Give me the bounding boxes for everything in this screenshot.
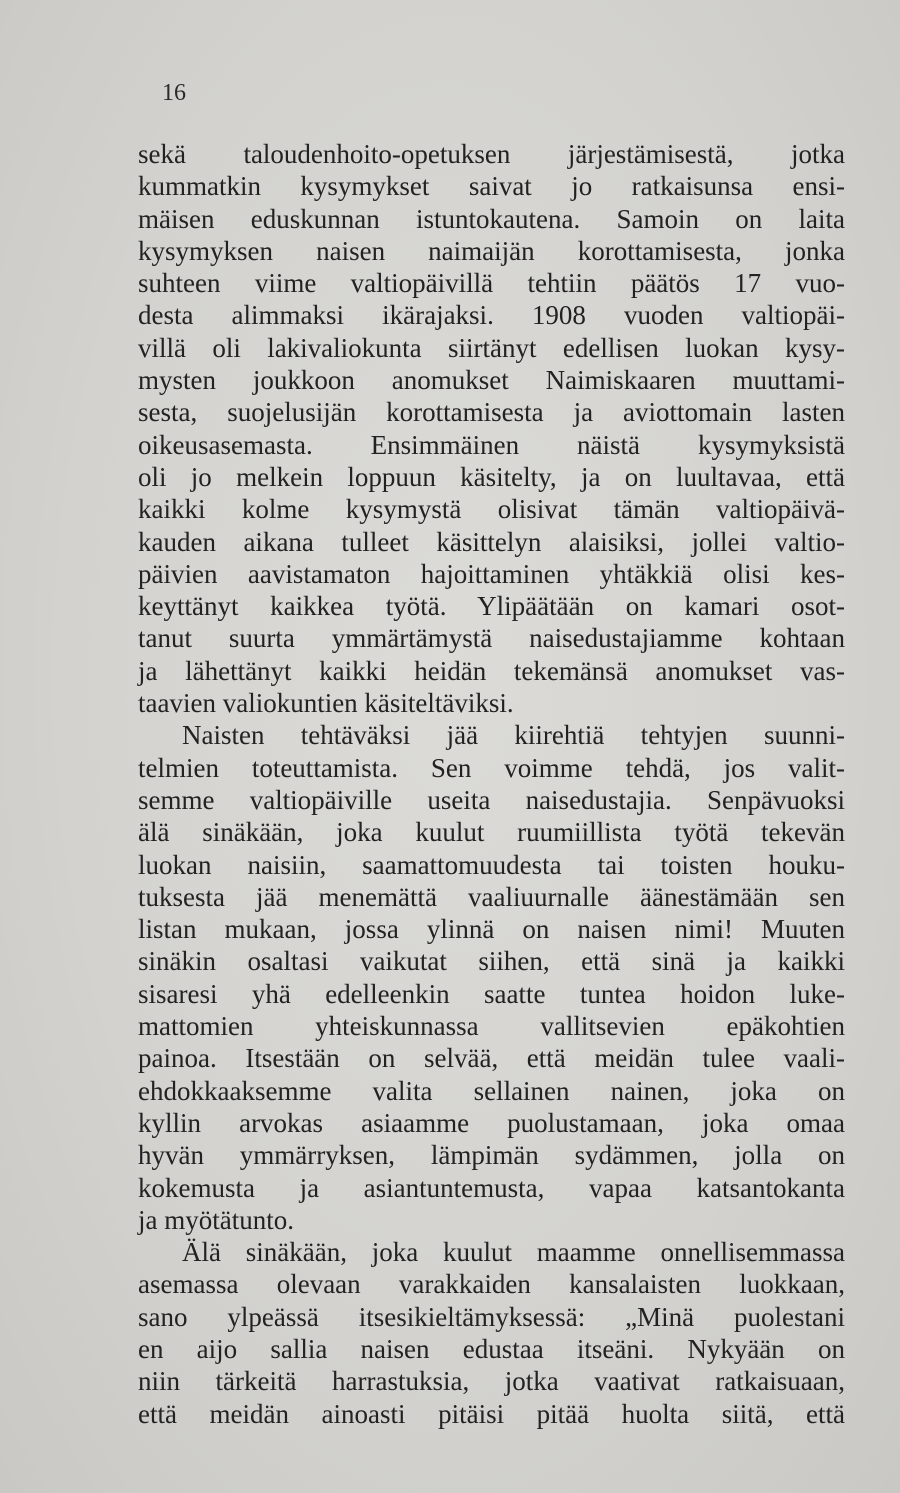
text-line: kaikki kolme kysymystä olisivat tämän valtiopäivä-: [138, 494, 845, 525]
text-line: kyllin arvokas asiaamme puolustamaan, joka omaa: [138, 1107, 845, 1138]
text-line: oikeusasemasta. Ensimmäinen näistä kysymyksistä: [138, 429, 845, 460]
text-line: sekä taloudenhoito-opetuksen järjestämisestä, jotka: [138, 139, 845, 169]
text-line: luokan naisiin, saamattomuudesta tai toisten houku-: [138, 849, 845, 880]
page-number: 16: [162, 80, 186, 106]
text-line: mäisen eduskunnan istuntokautena. Samoin on laita: [138, 203, 845, 234]
text-line: että meidän ainoasti pitäisi pitää huolta siitä, että: [138, 1398, 845, 1429]
text-line: kauden aikana tulleet käsittelyn alaisiksi, jollei valtio-: [138, 526, 845, 557]
text-line: sano ylpeässä itsesikieltämyksessä: „Minä puolestani: [138, 1301, 845, 1332]
text-line: en aijo sallia naisen edustaa itseäni. Nykyään on: [138, 1333, 845, 1364]
text-line: listan mukaan, jossa ylinnä on naisen nimi! Muuten: [138, 914, 845, 945]
text-line: asemassa olevaan varakkaiden kansalaisten luokkaan,: [138, 1269, 845, 1300]
text-line: Älä sinäkään, joka kuulut maamme onnellisemmassa: [182, 1237, 845, 1268]
text-line: Naisten tehtäväksi jää kiirehtiä tehtyjen suunni-: [182, 720, 845, 751]
text-line: ehdokkaaksemme valita sellainen nainen, joka on: [138, 1075, 845, 1106]
text-line: sisaresi yhä edelleenkin saatte tuntea hoidon luke-: [138, 978, 845, 1009]
text-line: mattomien yhteiskunnassa vallitsevien epäkohtien: [138, 1011, 845, 1042]
text-line: hyvän ymmärryksen, lämpimän sydämmen, jolla on: [138, 1140, 845, 1171]
text-line: villä oli lakivaliokunta siirtänyt edellisen luokan kysy-: [138, 332, 845, 363]
text-line: painoa. Itsestään on selvää, että meidän tulee vaali-: [138, 1043, 845, 1074]
paragraph: [138, 719, 845, 1236]
text-line: mysten joukkoon anomukset Naimiskaaren muuttami-: [138, 365, 845, 396]
text-line: oli jo melkein loppuun käsitelty, ja on luultavaa, että: [138, 461, 845, 492]
text-line: niin tärkeitä harrastuksia, jotka vaativat ratkaisuaan,: [138, 1366, 845, 1397]
text-line: semme valtiopäiville useita naisedustajia. Senpävuoksi: [138, 784, 845, 815]
text-line: kysymyksen naisen naimaijän korottamisesta, jonka: [138, 235, 845, 266]
text-line: taavien valiokuntien käsiteltäviksi.: [138, 688, 514, 719]
text-line: kummatkin kysymykset saivat jo ratkaisunsa ensi-: [138, 171, 845, 202]
text-line: keyttänyt kaikkea työtä. Ylipäätään on kamari osot-: [138, 591, 845, 622]
text-line: kokemusta ja asiantuntemusta, vapaa katsantokanta: [138, 1172, 845, 1203]
paragraph: [138, 1236, 845, 1430]
text-line: ja myötätunto.: [138, 1204, 294, 1235]
paragraph: [138, 138, 845, 719]
text-line: sesta, suojelusijän korottamisesta ja aviottomain lasten: [138, 397, 845, 428]
text-line: desta alimmaksi ikärajaksi. 1908 vuoden valtiopäi-: [138, 300, 845, 331]
text-line: päivien aavistamaton hajoittaminen yhtäkkiä olisi kes-: [138, 558, 845, 589]
text-line: älä sinäkään, joka kuulut ruumiillista työtä tekevän: [138, 817, 845, 848]
text-line: sinäkin osaltasi vaikutat siihen, että sinä ja kaikki: [138, 946, 845, 977]
text-line: tanut suurta ymmärtämystä naisedustajiamme kohtaan: [138, 623, 845, 654]
text-line: suhteen viime valtiopäivillä tehtiin päätös 17 vuo-: [138, 268, 845, 299]
text-line: telmien toteuttamista. Sen voimme tehdä, jos valit-: [138, 752, 845, 783]
text-line: ja lähettänyt kaikki heidän tekemänsä anomukset vas-: [138, 655, 845, 686]
body-text: [138, 138, 845, 1430]
text-line: tuksesta jää menemättä vaaliuurnalle äänestämään sen: [138, 881, 845, 912]
